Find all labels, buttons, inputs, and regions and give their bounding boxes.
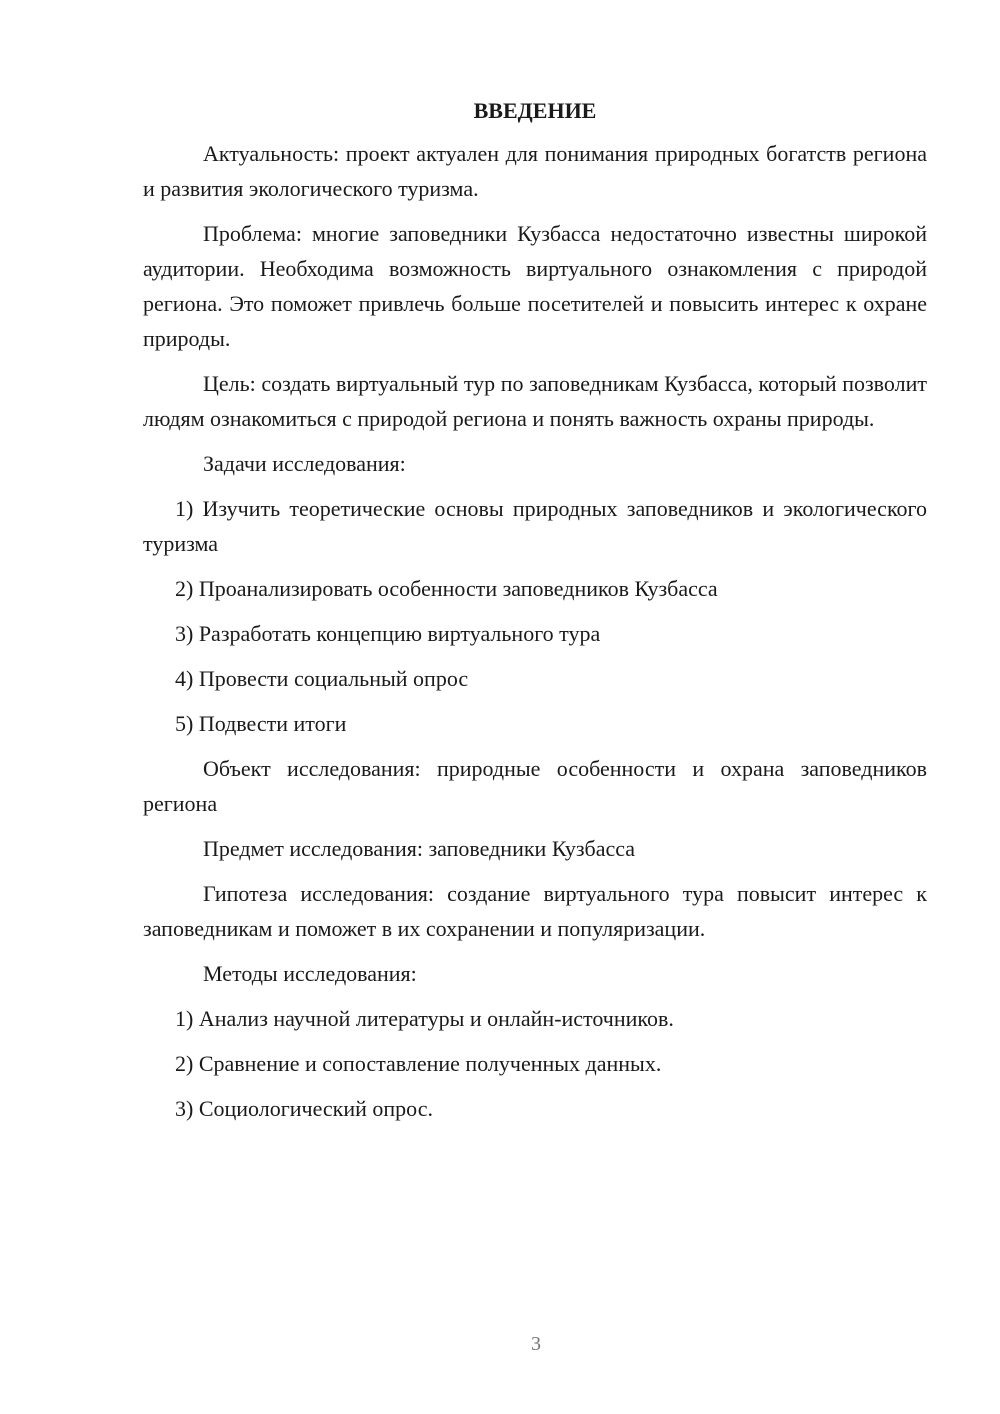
methods-list: [143, 1001, 927, 1126]
methods-heading: Методы исследования:: [203, 961, 417, 986]
subject-paragraph: Предмет исследования: заповедники Кузбасса: [203, 836, 636, 861]
task-item: 2) Проанализировать особенности заповедников Кузбасса: [175, 576, 718, 601]
goal-paragraph: Цель: создать виртуальный тур по заповедникам Кузбасса, который позволит людям ознакомиться с природой региона и понять важность охраны природы.: [143, 371, 927, 431]
tasks-heading: Задачи исследования:: [203, 451, 406, 476]
task-item: 5) Подвести итоги: [175, 711, 347, 736]
task-item: 4) Провести социальный опрос: [175, 666, 469, 691]
task-item: 3) Разработать концепцию виртуального тура: [175, 621, 601, 646]
tasks-list: [143, 491, 927, 741]
hypothesis-paragraph: Гипотеза исследования: создание виртуального тура повысит интерес к заповедникам и поможет в их сохранении и популяризации.: [143, 881, 927, 941]
method-item: 3) Социологический опрос.: [175, 1096, 433, 1121]
section-title: ВВЕДЕНИЕ: [473, 98, 597, 123]
task-item: 1) Изучить теоретические основы природных заповедников и экологического туризма: [143, 496, 927, 556]
method-item: 1) Анализ научной литературы и онлайн-источников.: [175, 1006, 674, 1031]
document-body: [143, 96, 927, 1136]
relevance-paragraph: Актуальность: проект актуален для понимания природных богатств региона и развития экологического туризма.: [143, 141, 927, 201]
page-number: 3: [531, 1333, 541, 1355]
method-item: 2) Сравнение и сопоставление полученных данных.: [175, 1051, 662, 1076]
problem-paragraph: Проблема: многие заповедники Кузбасса недостаточно известны широкой аудитории. Необходима возможность виртуального ознакомления с природой региона. Это поможет привлечь больше посетителей и повысить интерес к охране природы.: [143, 221, 927, 351]
object-paragraph: Объект исследования: природные особенности и охрана заповедников региона: [143, 756, 927, 816]
